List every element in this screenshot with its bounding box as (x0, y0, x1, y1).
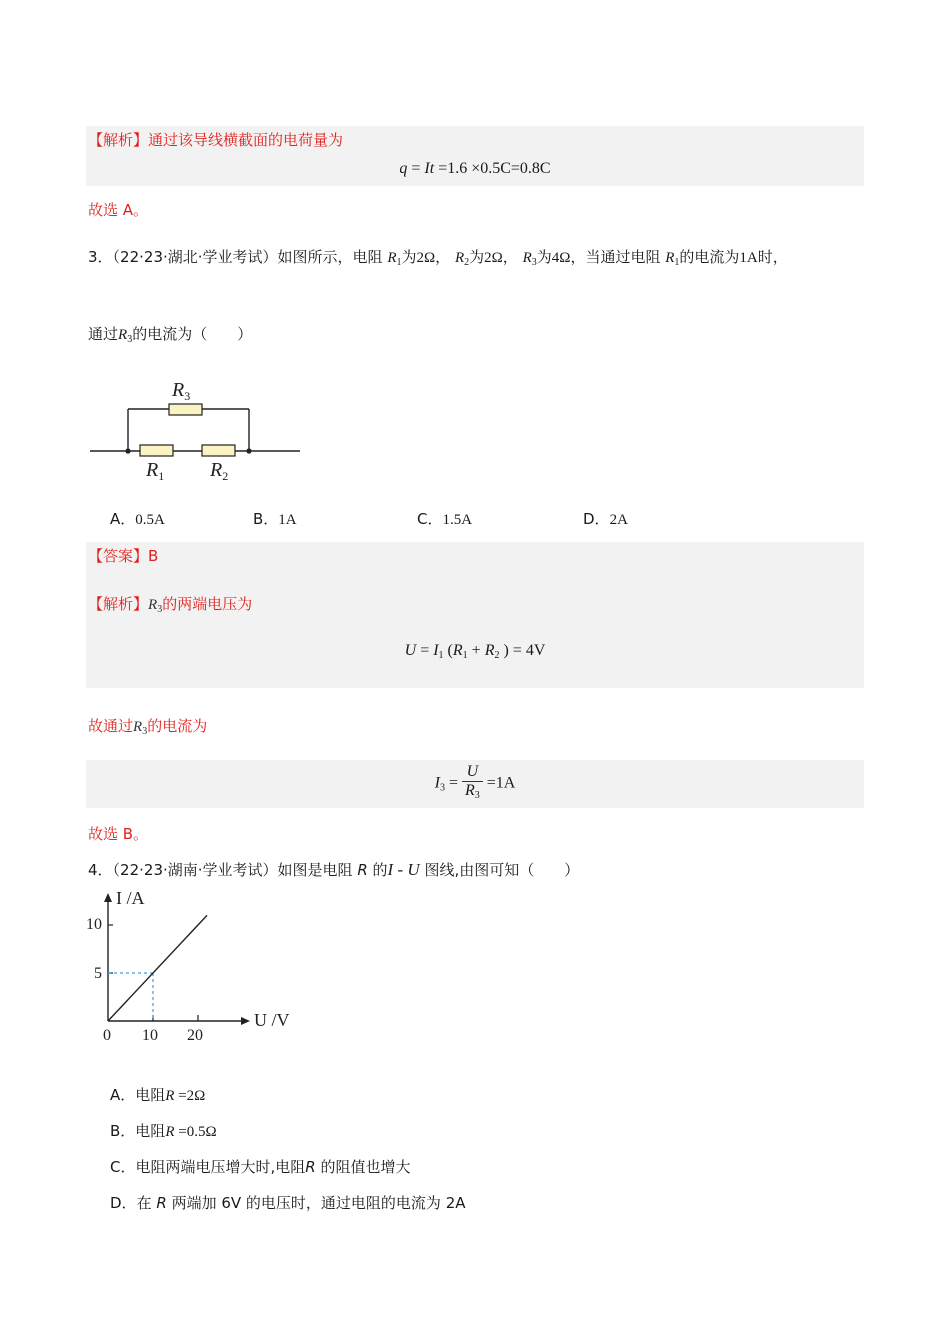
q3-analysis: 【解析】$R_3$的两端电压为 (88, 595, 253, 615)
q3-answer: 【答案】B (88, 547, 159, 565)
fraction: $\frac{U}{R_3}$ (462, 763, 483, 805)
q3-stem-line2: 通过$R_3$的电流为（ ） (88, 325, 253, 345)
q4-option-c[interactable]: C．电阻两端电压增大时,电阻R 的阻值也增大 (110, 1158, 411, 1176)
x-tick-20: 20 (187, 1027, 203, 1044)
q2-conclusion: 故选 A。 (88, 201, 149, 219)
q4-option-a[interactable]: A．电阻R =2Ω (110, 1086, 206, 1104)
resistor-r2 (202, 445, 235, 456)
junction-left (125, 448, 130, 453)
q3-stem-line1: 3．（22·23·湖北·学业考试）如图所示，电阻 $R_1$为2Ω， $R_2$为2Ω， $R_3$为4Ω，当通过电阻 $R_1$的电流为1A时， (88, 248, 788, 268)
q3-option-b[interactable]: B．1A (253, 510, 297, 528)
q3-number: 3． (88, 248, 113, 266)
r3-label: $R_3$ (172, 379, 191, 403)
q3-conclusion: 故选 B。 (88, 825, 149, 843)
x-axis-label: U /V (254, 1010, 290, 1030)
q3-formula-current: $I_3$ = $\frac{U}{R_3}$ =1A (86, 763, 864, 805)
resistor-r1 (140, 445, 173, 456)
r1-label: $R_1$ (146, 459, 165, 483)
r2-label: $R_2$ (210, 459, 229, 483)
q2-analysis-tag: 【解析】 (88, 131, 149, 149)
q3-option-c[interactable]: C．1.5A (417, 510, 473, 528)
y-tick-10: 10 (86, 916, 102, 933)
q3-formula-voltage: $U = I_1$ ($R_1 + R_2$ ) = 4V (404, 642, 546, 661)
junction-right (246, 448, 251, 453)
q2-formula: q = It =1.6 ×0.5C=0.8C (399, 160, 551, 177)
y-axis-arrow (104, 893, 112, 902)
y-axis-label: I /A (116, 888, 145, 908)
q3-source: （22·23·湖北·学业考试）如图所示，电阻 (112, 248, 383, 266)
q4-option-b[interactable]: B．电阻R =0.5Ω (110, 1122, 217, 1140)
q3-circuit-diagram (88, 372, 308, 487)
q4-iu-graph (80, 885, 310, 1050)
q3-mid-text: 故通过$R_3$的电流为 (88, 717, 208, 737)
x-tick-0: 0 (103, 1027, 111, 1044)
y-tick-5: 5 (94, 965, 102, 982)
q2-analysis-text: 通过该导线横截面的电荷量为 (148, 131, 344, 149)
resistor-r3 (169, 404, 202, 415)
q4-stem: 4．（22·23·湖南·学业考试）如图是电阻 R 的I - U 图线,由图可知（ ） (88, 860, 580, 879)
x-tick-10: 10 (142, 1027, 158, 1044)
q4-option-d[interactable]: D．在 R 两端加 6V 的电压时，通过电阻的电流为 2A (110, 1194, 466, 1212)
q2-analysis-line (88, 130, 343, 150)
iu-series-line (108, 915, 207, 1021)
q3-option-a[interactable]: A．0.5A (110, 510, 165, 528)
q3-option-d[interactable]: D．2A (583, 510, 628, 528)
x-axis-arrow (241, 1017, 250, 1025)
